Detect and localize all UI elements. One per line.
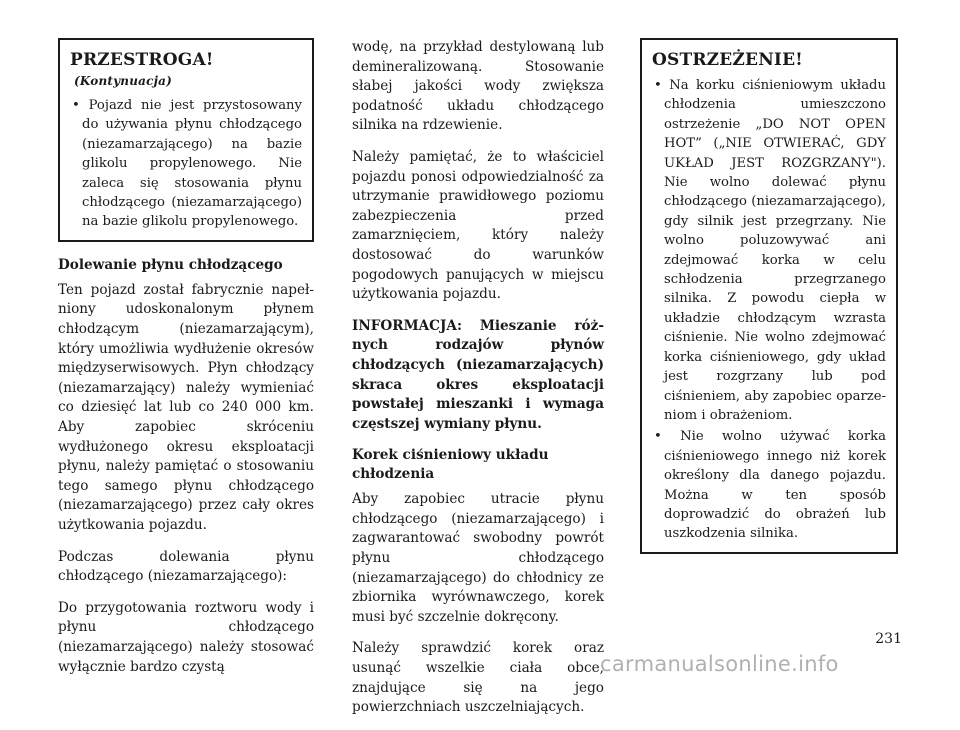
watermark: carmanualsonline.info — [600, 652, 839, 676]
paragraph: Należy pamiętać, że to właściciel pojazdu ponosi odpowiedzialność za utrzymanie prawidłowego poziomu zabezpieczenia przed zamarznięciem, który należy dostosować do warunków pogodowych panujących w miejscu użytkowania pojazdu. — [352, 148, 604, 303]
paragraph: Do przygotowania roztworu wody i płynu chłodzącego (niezamarzającego) należy stosować wyłącznie bardzo czystą — [58, 599, 314, 675]
section-heading-coolant-adding: Dolewanie płynu chłodzącego — [58, 256, 283, 273]
page-number: 231 — [875, 631, 902, 647]
caution-title-text: PRZESTROGA! — [70, 50, 214, 70]
paragraph: Należy sprawdzić korek oraz usunąć wszelkie ciała obce, znajdujące się na jego powierzchniach uszczelniających. — [352, 640, 604, 716]
warning-bullet: • Nie wolno używać korka ciśnieniowego innego niż korek określony dla danego pojazdu. Można w ten sposób doprowadzić do obrażeń lub uszkodzenia silnika. — [654, 429, 886, 542]
caution-box — [58, 38, 314, 242]
paragraph: wodę, na przykład destylowaną lub demineralizowaną. Stosowanie słabej jakości wody zwiększa podatność układu chłodzącego silnika na rdzewienie. — [352, 39, 604, 134]
column-right — [640, 38, 898, 554]
info-note: INFORMACJA: Mieszanie różnych rodzajów płynów chłodzących (niezamarzających) skraca okres eksploatacji powstałej mieszanki i wymaga częstszej wymiany płynu. — [352, 317, 604, 432]
column-middle — [352, 38, 604, 730]
paragraph: Ten pojazd został fabrycznie napełniony udoskonalonym płynem chłodzącym (niezamarzającym), który umożliwia wydłużenie okresów międzyserwisowych. Płyn chłodzący (niezamarzający) należy wymieniać co dziesięć lat lub co 240 000 km. Aby zapobiec skróceniu wydłużonego okresu eksploatacji płynu, należy pamiętać o stosowaniu tego samego płynu chłodzącego (niezamarzającego) przez cały okres użytkowania pojazdu. — [58, 281, 314, 533]
column-left — [58, 38, 314, 689]
warning-bullet: • Na korku ciśnieniowym układu chłodzenia umieszczono ostrzeżenie „DO NOT OPEN HOT” („NIE OTWIERAĆ, GDY UKŁAD JEST ROZGRZANY"). Nie wolno dolewać płynu chłodzącego (niezamarzającego), gdy silnik jest przegrzany. Nie wolno poluzowywać ani zdejmować korka w celu schłodzenia przegrzanego silnika. Z powodu ciepła w układzie chłodzącym wzrasta ciśnienie. Nie wolno zdejmować korka ciśnieniowego, gdy układ jest rozgrzany lub pod ciśnieniem, aby zapobiec oparzeniom i obrażeniom. — [654, 78, 886, 423]
paragraph: Aby zapobiec utracie płynu chłodzącego (niezamarzającego) i zagwarantować swobodny powrót płynu chłodzącego (niezamarzającego) do chłodnicy ze zbiornika wyrównawczego, korek musi być szczelnie dokręcony. — [352, 491, 604, 625]
caution-continuation: (Kontynuacja) — [74, 74, 173, 88]
caution-bullet: • Pojazd nie jest przystosowany do używania płynu chłodzącego (niezamarzającego) na bazie glikolu propylenowego. Nie zaleca się stosowania płynu chłodzącego (niezamarzającego) na bazie glikolu propylenowego. — [72, 98, 302, 230]
paragraph: Podczas dolewania płynu chłodzącego (niezamarzającego): — [58, 548, 314, 585]
warning-box — [640, 38, 898, 554]
section-heading-pressure-cap: Korek ciśnieniowy układu chłodzenia — [352, 447, 549, 483]
caution-title — [70, 50, 302, 90]
warning-title: OSTRZEŻENIE! — [652, 50, 803, 70]
